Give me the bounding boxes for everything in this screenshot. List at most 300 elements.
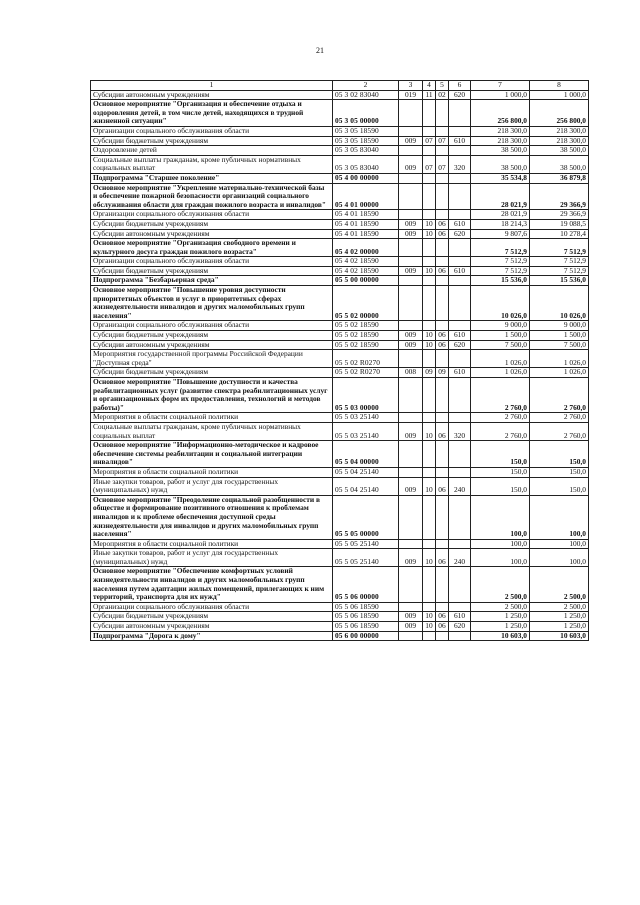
row-subsection-cell	[436, 350, 449, 368]
row-section-cell	[423, 350, 436, 368]
table-row	[91, 495, 589, 539]
row-expense-type-cell	[449, 100, 471, 127]
row-section-cell	[423, 126, 436, 136]
row-expense-type-cell: 610	[449, 266, 471, 276]
row-amount-year2-cell: 7 512,9	[530, 266, 589, 276]
row-amount-year1-cell: 1 250,0	[471, 622, 530, 632]
row-code-cell: 05 5 06 18590	[333, 602, 399, 612]
row-amount-year1-cell: 15 536,0	[471, 276, 530, 286]
row-amount-year2-cell: 36 879,8	[530, 173, 589, 183]
row-ministry-code-cell	[399, 441, 423, 468]
row-amount-year2-cell: 2 760,0	[530, 378, 589, 413]
row-section-cell: 10	[423, 266, 436, 276]
row-ministry-code-cell	[399, 183, 423, 210]
row-amount-year2-cell: 150,0	[530, 477, 589, 495]
row-name-cell: Мероприятия в области социальной политики	[91, 413, 333, 423]
row-amount-year2-cell: 29 366,9	[530, 210, 589, 220]
table-row	[91, 276, 589, 286]
row-subsection-cell: 06	[436, 549, 449, 567]
row-name-cell: Социальные выплаты гражданам, кроме публичных нормативных социальных выплат	[91, 155, 333, 173]
table-row	[91, 340, 589, 350]
row-section-cell	[423, 495, 436, 539]
row-code-cell: 05 4 02 18590	[333, 266, 399, 276]
row-amount-year1-cell: 150,0	[471, 467, 530, 477]
row-ministry-code-cell: 009	[399, 219, 423, 229]
row-amount-year2-cell: 2 500,0	[530, 567, 589, 602]
row-section-cell	[423, 210, 436, 220]
table-row	[91, 266, 589, 276]
row-code-cell: 05 5 03 25140	[333, 413, 399, 423]
row-expense-type-cell	[449, 239, 471, 257]
row-subsection-cell: 06	[436, 477, 449, 495]
row-amount-year1-cell: 2 760,0	[471, 378, 530, 413]
row-section-cell: 07	[423, 155, 436, 173]
table-row	[91, 631, 589, 641]
row-expense-type-cell: 610	[449, 368, 471, 378]
row-section-cell: 10	[423, 219, 436, 229]
row-name-cell: Организации социального обслуживания области	[91, 257, 333, 267]
row-section-cell: 10	[423, 477, 436, 495]
row-subsection-cell	[436, 539, 449, 549]
row-code-cell: 05 5 00 00000	[333, 276, 399, 286]
row-name-cell: Основное мероприятие "Преодоление социальной разобщенности в обществе и формирование позитивного отношения к проблемам инвалидов и к проблеме обеспечения доступной среды жизнедеятельности для инвалидов и других маломобильных групп населения"	[91, 495, 333, 539]
row-amount-year2-cell: 19 088,5	[530, 219, 589, 229]
row-subsection-cell	[436, 173, 449, 183]
row-expense-type-cell	[449, 276, 471, 286]
row-code-cell: 05 5 06 18590	[333, 622, 399, 632]
row-subsection-cell	[436, 257, 449, 267]
row-name-cell: Субсидии автономным учреждениям	[91, 229, 333, 239]
row-subsection-cell	[436, 126, 449, 136]
row-amount-year1-cell: 10 603,0	[471, 631, 530, 641]
row-amount-year1-cell: 100,0	[471, 549, 530, 567]
row-subsection-cell	[436, 239, 449, 257]
row-section-cell	[423, 146, 436, 156]
row-subsection-cell: 09	[436, 368, 449, 378]
row-amount-year1-cell: 2 500,0	[471, 567, 530, 602]
row-code-cell: 05 4 02 00000	[333, 239, 399, 257]
row-amount-year2-cell: 150,0	[530, 467, 589, 477]
row-code-cell: 05 5 04 25140	[333, 467, 399, 477]
table-row	[91, 155, 589, 173]
row-subsection-cell: 06	[436, 340, 449, 350]
row-code-cell: 05 5 05 25140	[333, 539, 399, 549]
row-expense-type-cell	[449, 495, 471, 539]
row-subsection-cell	[436, 602, 449, 612]
row-code-cell: 05 5 02 18590	[333, 321, 399, 331]
row-amount-year2-cell: 100,0	[530, 549, 589, 567]
row-amount-year2-cell: 7 500,0	[530, 340, 589, 350]
row-section-cell: 09	[423, 368, 436, 378]
row-amount-year2-cell: 10 026,0	[530, 286, 589, 321]
row-expense-type-cell	[449, 173, 471, 183]
row-amount-year2-cell: 10 603,0	[530, 631, 589, 641]
row-section-cell	[423, 100, 436, 127]
row-name-cell: Организации социального обслуживания области	[91, 210, 333, 220]
row-ministry-code-cell	[399, 413, 423, 423]
row-ministry-code-cell: 009	[399, 229, 423, 239]
table-row	[91, 219, 589, 229]
row-amount-year2-cell: 1 250,0	[530, 612, 589, 622]
row-amount-year2-cell: 38 500,0	[530, 146, 589, 156]
row-amount-year1-cell: 256 800,0	[471, 100, 530, 127]
row-section-cell	[423, 378, 436, 413]
row-ministry-code-cell: 019	[399, 90, 423, 100]
row-subsection-cell: 06	[436, 331, 449, 341]
header-cell: 4	[423, 81, 436, 91]
row-section-cell	[423, 239, 436, 257]
table-row	[91, 477, 589, 495]
row-subsection-cell	[436, 286, 449, 321]
row-amount-year1-cell: 28 021,9	[471, 210, 530, 220]
header-cell: 3	[399, 81, 423, 91]
row-expense-type-cell: 240	[449, 549, 471, 567]
table-header-row	[91, 81, 589, 91]
row-section-cell	[423, 321, 436, 331]
row-code-cell: 05 4 01 18590	[333, 229, 399, 239]
row-code-cell: 05 5 03 25140	[333, 422, 399, 440]
row-amount-year2-cell: 10 278,4	[530, 229, 589, 239]
row-ministry-code-cell	[399, 146, 423, 156]
row-name-cell: Основное мероприятие "Организация и обеспечение отдыха и оздоровления детей, в том числе детей, находящихся в трудной жизненной ситуации"	[91, 100, 333, 127]
row-amount-year1-cell: 35 534,8	[471, 173, 530, 183]
row-ministry-code-cell	[399, 126, 423, 136]
row-amount-year1-cell: 1 000,0	[471, 90, 530, 100]
row-expense-type-cell	[449, 257, 471, 267]
row-ministry-code-cell	[399, 539, 423, 549]
row-subsection-cell	[436, 183, 449, 210]
row-subsection-cell	[436, 631, 449, 641]
row-expense-type-cell	[449, 210, 471, 220]
row-section-cell	[423, 441, 436, 468]
row-amount-year2-cell: 2 760,0	[530, 422, 589, 440]
row-subsection-cell: 06	[436, 219, 449, 229]
row-code-cell: 05 5 02 R0270	[333, 350, 399, 368]
row-subsection-cell: 07	[436, 155, 449, 173]
row-subsection-cell: 06	[436, 229, 449, 239]
row-amount-year1-cell: 9 000,0	[471, 321, 530, 331]
row-expense-type-cell	[449, 350, 471, 368]
row-ministry-code-cell	[399, 257, 423, 267]
row-expense-type-cell	[449, 567, 471, 602]
row-name-cell: Организации социального обслуживания области	[91, 321, 333, 331]
table-row	[91, 173, 589, 183]
table-row	[91, 413, 589, 423]
row-expense-type-cell	[449, 441, 471, 468]
row-section-cell: 10	[423, 340, 436, 350]
row-ministry-code-cell	[399, 631, 423, 641]
row-ministry-code-cell: 009	[399, 612, 423, 622]
row-ministry-code-cell: 008	[399, 368, 423, 378]
row-expense-type-cell: 610	[449, 136, 471, 146]
row-amount-year1-cell: 150,0	[471, 477, 530, 495]
row-section-cell	[423, 539, 436, 549]
row-code-cell: 05 4 00 00000	[333, 173, 399, 183]
row-expense-type-cell	[449, 321, 471, 331]
table-row	[91, 136, 589, 146]
row-code-cell: 05 3 05 18590	[333, 136, 399, 146]
row-subsection-cell	[436, 567, 449, 602]
row-name-cell: Подпрограмма "Дорога к дому"	[91, 631, 333, 641]
row-amount-year1-cell: 100,0	[471, 539, 530, 549]
row-ministry-code-cell	[399, 467, 423, 477]
row-section-cell: 10	[423, 422, 436, 440]
table-row	[91, 286, 589, 321]
table-row	[91, 350, 589, 368]
row-name-cell: Субсидии бюджетным учреждениям	[91, 612, 333, 622]
row-expense-type-cell: 610	[449, 612, 471, 622]
table-row	[91, 239, 589, 257]
row-amount-year1-cell: 1 250,0	[471, 612, 530, 622]
row-code-cell: 05 4 01 00000	[333, 183, 399, 210]
row-amount-year1-cell: 38 500,0	[471, 146, 530, 156]
row-section-cell	[423, 413, 436, 423]
row-ministry-code-cell: 009	[399, 622, 423, 632]
row-section-cell	[423, 286, 436, 321]
row-amount-year1-cell: 2 760,0	[471, 413, 530, 423]
row-section-cell	[423, 173, 436, 183]
row-subsection-cell	[436, 441, 449, 468]
row-section-cell: 11	[423, 90, 436, 100]
row-code-cell: 05 5 05 25140	[333, 549, 399, 567]
row-ministry-code-cell	[399, 286, 423, 321]
row-expense-type-cell: 320	[449, 155, 471, 173]
table-row	[91, 183, 589, 210]
row-ministry-code-cell	[399, 495, 423, 539]
row-amount-year1-cell: 1 500,0	[471, 331, 530, 341]
row-ministry-code-cell	[399, 173, 423, 183]
row-ministry-code-cell: 009	[399, 340, 423, 350]
table-row	[91, 567, 589, 602]
row-code-cell: 05 3 05 00000	[333, 100, 399, 127]
row-expense-type-cell	[449, 467, 471, 477]
table-row	[91, 467, 589, 477]
row-section-cell: 10	[423, 622, 436, 632]
table-row	[91, 422, 589, 440]
row-amount-year2-cell: 1 026,0	[530, 350, 589, 368]
row-name-cell: Организации социального обслуживания области	[91, 602, 333, 612]
row-ministry-code-cell: 009	[399, 266, 423, 276]
row-amount-year2-cell: 256 800,0	[530, 100, 589, 127]
row-code-cell: 05 5 06 00000	[333, 567, 399, 602]
row-code-cell: 05 5 02 18590	[333, 331, 399, 341]
row-code-cell: 05 5 02 00000	[333, 286, 399, 321]
row-amount-year2-cell: 2 760,0	[530, 413, 589, 423]
row-amount-year1-cell: 2 500,0	[471, 602, 530, 612]
row-subsection-cell	[436, 378, 449, 413]
table-row	[91, 146, 589, 156]
row-subsection-cell	[436, 146, 449, 156]
row-expense-type-cell	[449, 126, 471, 136]
row-amount-year2-cell: 218 300,0	[530, 136, 589, 146]
row-amount-year2-cell: 1 500,0	[530, 331, 589, 341]
row-section-cell: 10	[423, 229, 436, 239]
row-expense-type-cell	[449, 631, 471, 641]
row-amount-year2-cell: 1 250,0	[530, 622, 589, 632]
row-name-cell: Оздоровление детей	[91, 146, 333, 156]
table-row	[91, 126, 589, 136]
row-ministry-code-cell: 009	[399, 549, 423, 567]
row-code-cell: 05 3 05 83040	[333, 155, 399, 173]
budget-table	[90, 80, 589, 641]
table-row	[91, 257, 589, 267]
row-name-cell: Мероприятия в области социальной политики	[91, 539, 333, 549]
row-ministry-code-cell: 009	[399, 422, 423, 440]
row-ministry-code-cell: 009	[399, 136, 423, 146]
row-code-cell: 05 3 05 83040	[333, 146, 399, 156]
row-ministry-code-cell	[399, 602, 423, 612]
row-code-cell: 05 3 02 83040	[333, 90, 399, 100]
row-name-cell: Подпрограмма "Старшее поколение"	[91, 173, 333, 183]
table-row	[91, 602, 589, 612]
row-expense-type-cell	[449, 602, 471, 612]
row-code-cell: 05 3 05 18590	[333, 126, 399, 136]
row-amount-year2-cell: 15 536,0	[530, 276, 589, 286]
row-section-cell	[423, 567, 436, 602]
table-row	[91, 378, 589, 413]
row-amount-year1-cell: 2 760,0	[471, 422, 530, 440]
row-subsection-cell	[436, 321, 449, 331]
row-subsection-cell	[436, 210, 449, 220]
table-row	[91, 90, 589, 100]
table-body	[91, 81, 589, 641]
row-name-cell: Основное мероприятие "Укрепление материально-технической базы и обеспечение пожарной безопасности организаций социального обслуживания области для граждан пожилого возраста и инвалидов"	[91, 183, 333, 210]
row-amount-year1-cell: 7 512,9	[471, 266, 530, 276]
row-code-cell: 05 4 02 18590	[333, 257, 399, 267]
row-expense-type-cell	[449, 539, 471, 549]
row-expense-type-cell	[449, 413, 471, 423]
row-code-cell: 05 5 05 00000	[333, 495, 399, 539]
row-code-cell: 05 4 01 18590	[333, 219, 399, 229]
row-name-cell: Субсидии бюджетным учреждениям	[91, 136, 333, 146]
row-amount-year1-cell: 150,0	[471, 441, 530, 468]
row-amount-year1-cell: 1 026,0	[471, 350, 530, 368]
row-subsection-cell	[436, 413, 449, 423]
row-amount-year1-cell: 28 021,9	[471, 183, 530, 210]
row-expense-type-cell: 240	[449, 477, 471, 495]
row-section-cell: 07	[423, 136, 436, 146]
row-ministry-code-cell	[399, 321, 423, 331]
row-amount-year1-cell: 10 026,0	[471, 286, 530, 321]
row-code-cell: 05 5 03 00000	[333, 378, 399, 413]
row-name-cell: Социальные выплаты гражданам, кроме публичных нормативных социальных выплат	[91, 422, 333, 440]
row-amount-year1-cell: 218 300,0	[471, 126, 530, 136]
row-subsection-cell	[436, 276, 449, 286]
row-expense-type-cell: 320	[449, 422, 471, 440]
row-amount-year1-cell: 100,0	[471, 495, 530, 539]
row-name-cell: Субсидии бюджетным учреждениям	[91, 266, 333, 276]
row-amount-year1-cell: 218 300,0	[471, 136, 530, 146]
row-ministry-code-cell	[399, 210, 423, 220]
row-code-cell: 05 5 02 18590	[333, 340, 399, 350]
row-name-cell: Основное мероприятие "Повышение уровня доступности приоритетных объектов и услуг в приоритетных сферах жизнедеятельности инвалидов и других маломобильных групп населения"	[91, 286, 333, 321]
row-name-cell: Субсидии бюджетным учреждениям	[91, 331, 333, 341]
row-amount-year2-cell: 38 500,0	[530, 155, 589, 173]
table-row	[91, 441, 589, 468]
row-expense-type-cell: 620	[449, 622, 471, 632]
table-row	[91, 210, 589, 220]
row-ministry-code-cell	[399, 378, 423, 413]
row-name-cell: Основное мероприятие "Информационно-методическое и кадровое обеспечение системы реабилитации и социальной интеграции инвалидов"	[91, 441, 333, 468]
row-ministry-code-cell: 009	[399, 331, 423, 341]
row-section-cell	[423, 257, 436, 267]
row-expense-type-cell: 620	[449, 340, 471, 350]
row-amount-year2-cell: 218 300,0	[530, 126, 589, 136]
row-subsection-cell: 07	[436, 136, 449, 146]
row-section-cell: 10	[423, 331, 436, 341]
header-cell: 7	[471, 81, 530, 91]
row-name-cell: Основное мероприятие "Обеспечение комфортных условий жизнедеятельности инвалидов и других маломобильных групп населения путем адаптации жилых помещений, прилегающих к ним территорий, транспорта для их нужд"	[91, 567, 333, 602]
row-amount-year1-cell: 1 026,0	[471, 368, 530, 378]
row-ministry-code-cell	[399, 239, 423, 257]
row-subsection-cell	[436, 100, 449, 127]
row-amount-year2-cell: 29 366,9	[530, 183, 589, 210]
table-row	[91, 622, 589, 632]
row-subsection-cell	[436, 467, 449, 477]
row-name-cell: Иные закупки товаров, работ и услуг для государственных (муниципальных) нужд	[91, 549, 333, 567]
row-amount-year2-cell: 1 000,0	[530, 90, 589, 100]
row-amount-year2-cell: 7 512,9	[530, 239, 589, 257]
table-row	[91, 368, 589, 378]
row-ministry-code-cell: 009	[399, 477, 423, 495]
row-name-cell: Мероприятия в области социальной политики	[91, 467, 333, 477]
row-code-cell: 05 4 01 18590	[333, 210, 399, 220]
row-amount-year2-cell: 150,0	[530, 441, 589, 468]
row-section-cell	[423, 276, 436, 286]
row-section-cell: 10	[423, 612, 436, 622]
row-amount-year2-cell: 7 512,9	[530, 257, 589, 267]
row-amount-year2-cell: 9 000,0	[530, 321, 589, 331]
row-expense-type-cell	[449, 146, 471, 156]
row-subsection-cell: 06	[436, 422, 449, 440]
table-row	[91, 612, 589, 622]
table-row	[91, 539, 589, 549]
row-expense-type-cell: 620	[449, 229, 471, 239]
row-amount-year1-cell: 7 500,0	[471, 340, 530, 350]
row-expense-type-cell	[449, 183, 471, 210]
row-amount-year1-cell: 7 512,9	[471, 239, 530, 257]
row-amount-year2-cell: 2 500,0	[530, 602, 589, 612]
row-expense-type-cell: 610	[449, 219, 471, 229]
table-row	[91, 100, 589, 127]
row-amount-year2-cell: 100,0	[530, 495, 589, 539]
row-code-cell: 05 5 06 18590	[333, 612, 399, 622]
row-name-cell: Основное мероприятие "Повышение доступности и качества реабилитационных услуг (развитие спектра реабилитационных услуг и организационных форм их предоставления, технологий и методов работы)"	[91, 378, 333, 413]
row-name-cell: Субсидии автономным учреждениям	[91, 90, 333, 100]
row-amount-year2-cell: 1 026,0	[530, 368, 589, 378]
row-subsection-cell	[436, 495, 449, 539]
row-name-cell: Организации социального обслуживания области	[91, 126, 333, 136]
row-name-cell: Мероприятия государственной программы Российской Федерации "Доступная среда"	[91, 350, 333, 368]
header-cell: 2	[333, 81, 399, 91]
row-section-cell	[423, 183, 436, 210]
table-row	[91, 321, 589, 331]
row-code-cell: 05 5 02 R0270	[333, 368, 399, 378]
row-ministry-code-cell	[399, 276, 423, 286]
row-name-cell: Субсидии бюджетным учреждениям	[91, 368, 333, 378]
row-name-cell: Субсидии автономным учреждениям	[91, 622, 333, 632]
row-expense-type-cell	[449, 378, 471, 413]
row-amount-year1-cell: 9 807,6	[471, 229, 530, 239]
row-amount-year1-cell: 38 500,0	[471, 155, 530, 173]
table-row	[91, 229, 589, 239]
row-expense-type-cell: 620	[449, 90, 471, 100]
row-section-cell: 10	[423, 549, 436, 567]
row-expense-type-cell: 610	[449, 331, 471, 341]
row-name-cell: Основное мероприятие "Организация свободного времени и культурного досуга граждан пожилого возраста"	[91, 239, 333, 257]
row-subsection-cell: 06	[436, 266, 449, 276]
row-amount-year2-cell: 100,0	[530, 539, 589, 549]
